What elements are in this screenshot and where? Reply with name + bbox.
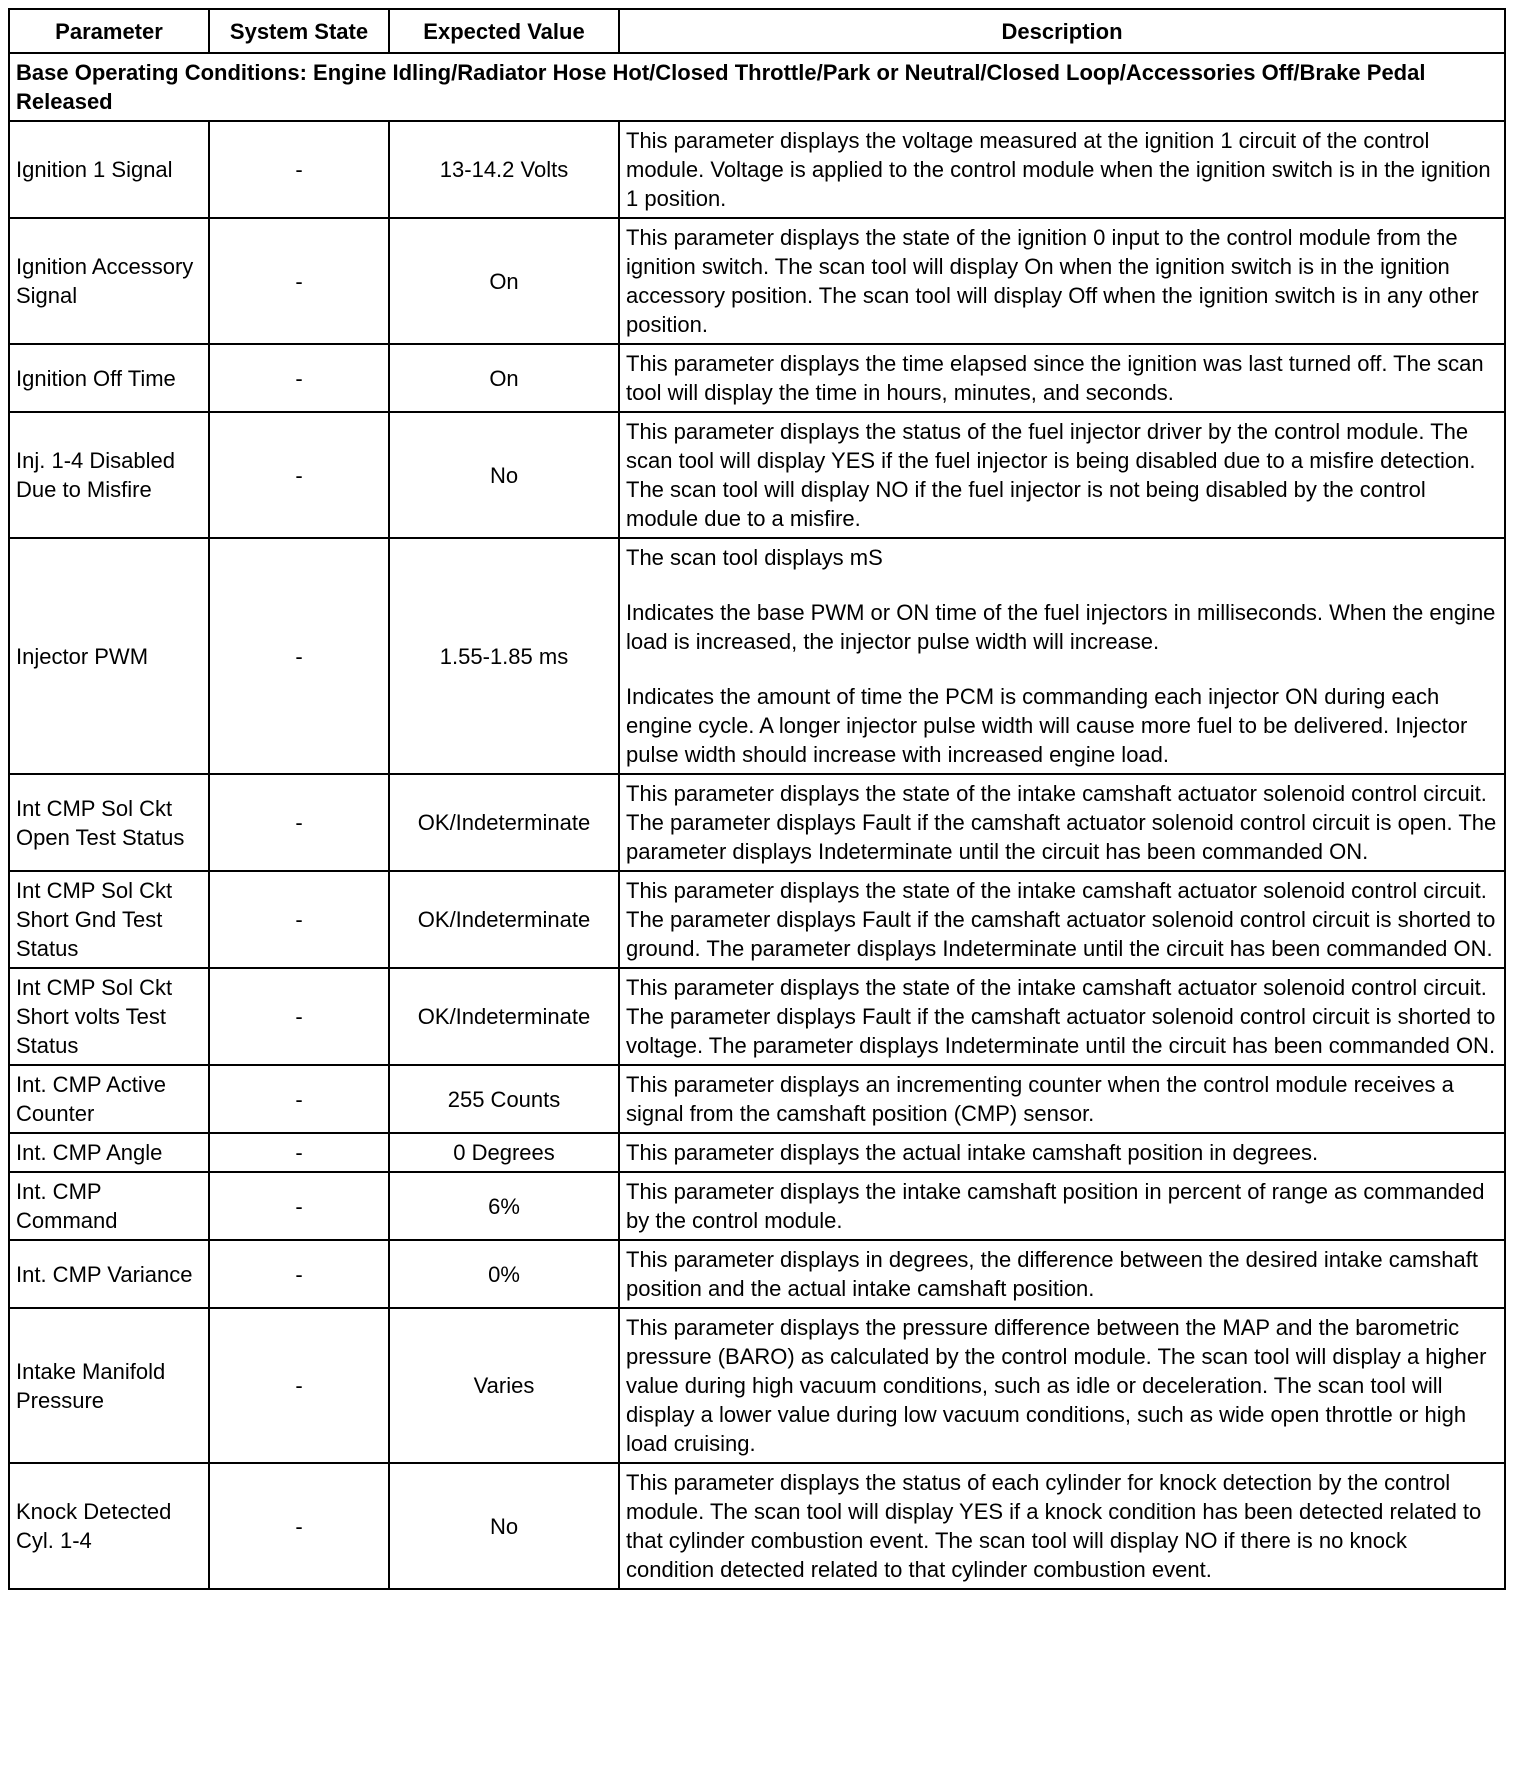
system-state-cell: - [209, 218, 389, 344]
description-cell [619, 1240, 1505, 1308]
table-row [9, 1172, 1505, 1240]
table-row [9, 1463, 1505, 1589]
expected-value-cell: 0% [389, 1240, 619, 1308]
system-state-cell: - [209, 121, 389, 218]
table-row [9, 1133, 1505, 1172]
parameter-cell: Int. CMP Angle [9, 1133, 209, 1172]
parameter-cell: Ignition Off Time [9, 344, 209, 412]
expected-value-cell: 6% [389, 1172, 619, 1240]
parameter-cell: Knock Detected Cyl. 1-4 [9, 1463, 209, 1589]
system-state-cell: - [209, 871, 389, 968]
description-cell [619, 412, 1505, 538]
table-row [9, 774, 1505, 871]
system-state-cell: - [209, 968, 389, 1065]
header-description: Description [619, 9, 1505, 53]
expected-value-cell: 1.55-1.85 ms [389, 538, 619, 774]
parameter-cell: Inj. 1-4 Disabled Due to Misfire [9, 412, 209, 538]
table-row [9, 538, 1505, 774]
table-header-row [9, 9, 1505, 53]
parameter-cell: Int. CMP Active Counter [9, 1065, 209, 1133]
description-paragraph: This parameter displays the time elapsed since the ignition was last turned off. The scan tool will display the time in hours, minutes, and seconds. [626, 351, 1484, 405]
table-row [9, 968, 1505, 1065]
parameter-table [8, 8, 1506, 1590]
description-cell [619, 1172, 1505, 1240]
description-cell [619, 774, 1505, 871]
description-paragraph: This parameter displays the state of the intake camshaft actuator solenoid control circuit. The parameter displays Fault if the camshaft actuator solenoid control circuit is shorted to voltage. The parameter displays Indeterminate until the circuit has been commanded ON. [626, 975, 1496, 1058]
table-row [9, 1065, 1505, 1133]
parameter-table-container [8, 8, 1506, 1590]
system-state-cell: - [209, 538, 389, 774]
parameter-cell: Ignition 1 Signal [9, 121, 209, 218]
expected-value-cell: OK/Indeterminate [389, 968, 619, 1065]
parameter-cell: Int. CMP Variance [9, 1240, 209, 1308]
header-expected-value: Expected Value [389, 9, 619, 53]
expected-value-cell: No [389, 412, 619, 538]
table-row [9, 344, 1505, 412]
system-state-cell: - [209, 1172, 389, 1240]
expected-value-cell: 255 Counts [389, 1065, 619, 1133]
table-row [9, 871, 1505, 968]
description-paragraph: Indicates the base PWM or ON time of the fuel injectors in milliseconds. When the engine load is increased, the injector pulse width will increase. [626, 600, 1496, 654]
description-paragraph: This parameter displays in degrees, the difference between the desired intake camshaft position and the actual intake camshaft position. [626, 1247, 1478, 1301]
system-state-cell: - [209, 1240, 389, 1308]
table-row [9, 412, 1505, 538]
table-row [9, 218, 1505, 344]
parameter-cell: Injector PWM [9, 538, 209, 774]
description-paragraph: This parameter displays the state of the intake camshaft actuator solenoid control circuit. The parameter displays Fault if the camshaft actuator solenoid control circuit is open. The parameter displays Indeterminate until the circuit has been commanded ON. [626, 781, 1497, 864]
header-parameter: Parameter [9, 9, 209, 53]
description-paragraph: This parameter displays the status of each cylinder for knock detection by the control module. The scan tool will display YES if a knock condition has been detected related to that cylinder combustion event. The scan tool will display NO if there is no knock condition detected related to that cylinder combustion event. [626, 1470, 1482, 1582]
description-paragraph: This parameter displays an incrementing counter when the control module receives a signal from the camshaft position (CMP) sensor. [626, 1072, 1454, 1126]
expected-value-cell: On [389, 218, 619, 344]
description-paragraph: This parameter displays the pressure difference between the MAP and the barometric pressure (BARO) as calculated by the control module. The scan tool will display a higher value during high vacuum conditions, such as idle or deceleration. The scan tool will display a lower value during low vacuum conditions, such as wide open throttle or high load cruising. [626, 1315, 1487, 1456]
description-cell [619, 1133, 1505, 1172]
expected-value-cell: 0 Degrees [389, 1133, 619, 1172]
description-paragraph: The scan tool displays mS [626, 545, 883, 570]
description-cell [619, 218, 1505, 344]
description-cell [619, 1308, 1505, 1463]
expected-value-cell: OK/Indeterminate [389, 871, 619, 968]
description-paragraph: Indicates the amount of time the PCM is commanding each injector ON during each engine cycle. A longer injector pulse width will cause more fuel to be delivered. Injector pulse width should increase with increased engine load. [626, 684, 1468, 767]
description-paragraph: This parameter displays the state of the ignition 0 input to the control module from the ignition switch. The scan tool will display On when the ignition switch is in the ignition accessory position. The scan tool will display Off when the ignition switch is in any other position. [626, 225, 1479, 337]
description-cell [619, 1065, 1505, 1133]
table-row [9, 1240, 1505, 1308]
conditions-row [9, 53, 1505, 121]
parameter-cell: Int CMP Sol Ckt Short volts Test Status [9, 968, 209, 1065]
description-paragraph: This parameter displays the actual intake camshaft position in degrees. [626, 1140, 1319, 1165]
parameter-cell: Int CMP Sol Ckt Short Gnd Test Status [9, 871, 209, 968]
description-cell [619, 968, 1505, 1065]
expected-value-cell: On [389, 344, 619, 412]
description-cell [619, 538, 1505, 774]
expected-value-cell: OK/Indeterminate [389, 774, 619, 871]
description-paragraph: This parameter displays the voltage measured at the ignition 1 circuit of the control module. Voltage is applied to the control module when the ignition switch is in the ignition 1 position. [626, 128, 1491, 211]
parameter-cell: Intake Manifold Pressure [9, 1308, 209, 1463]
system-state-cell: - [209, 1463, 389, 1589]
parameter-cell: Int CMP Sol Ckt Open Test Status [9, 774, 209, 871]
description-cell [619, 871, 1505, 968]
parameter-cell: Int. CMP Command [9, 1172, 209, 1240]
description-paragraph: This parameter displays the state of the intake camshaft actuator solenoid control circuit. The parameter displays Fault if the camshaft actuator solenoid control circuit is shorted to ground. The parameter displays Indeterminate until the circuit has been commanded ON. [626, 878, 1496, 961]
system-state-cell: - [209, 1308, 389, 1463]
description-cell [619, 121, 1505, 218]
table-body [9, 53, 1505, 1589]
base-operating-conditions: Base Operating Conditions: Engine Idling/Radiator Hose Hot/Closed Throttle/Park or Neutral/Closed Loop/Accessories Off/Brake Pedal Released [9, 53, 1505, 121]
description-paragraph: This parameter displays the status of the fuel injector driver by the control module. The scan tool will display YES if the fuel injector is being disabled due to a misfire detection. The scan tool will display NO if the fuel injector is not being disabled by the control module due to a misfire. [626, 419, 1476, 531]
expected-value-cell: No [389, 1463, 619, 1589]
description-cell [619, 1463, 1505, 1589]
expected-value-cell: 13-14.2 Volts [389, 121, 619, 218]
system-state-cell: - [209, 774, 389, 871]
system-state-cell: - [209, 1133, 389, 1172]
system-state-cell: - [209, 1065, 389, 1133]
description-paragraph: This parameter displays the intake camshaft position in percent of range as commanded by the control module. [626, 1179, 1485, 1233]
table-row [9, 121, 1505, 218]
expected-value-cell: Varies [389, 1308, 619, 1463]
parameter-cell: Ignition Accessory Signal [9, 218, 209, 344]
table-row [9, 1308, 1505, 1463]
header-system-state: System State [209, 9, 389, 53]
description-cell [619, 344, 1505, 412]
system-state-cell: - [209, 412, 389, 538]
system-state-cell: - [209, 344, 389, 412]
